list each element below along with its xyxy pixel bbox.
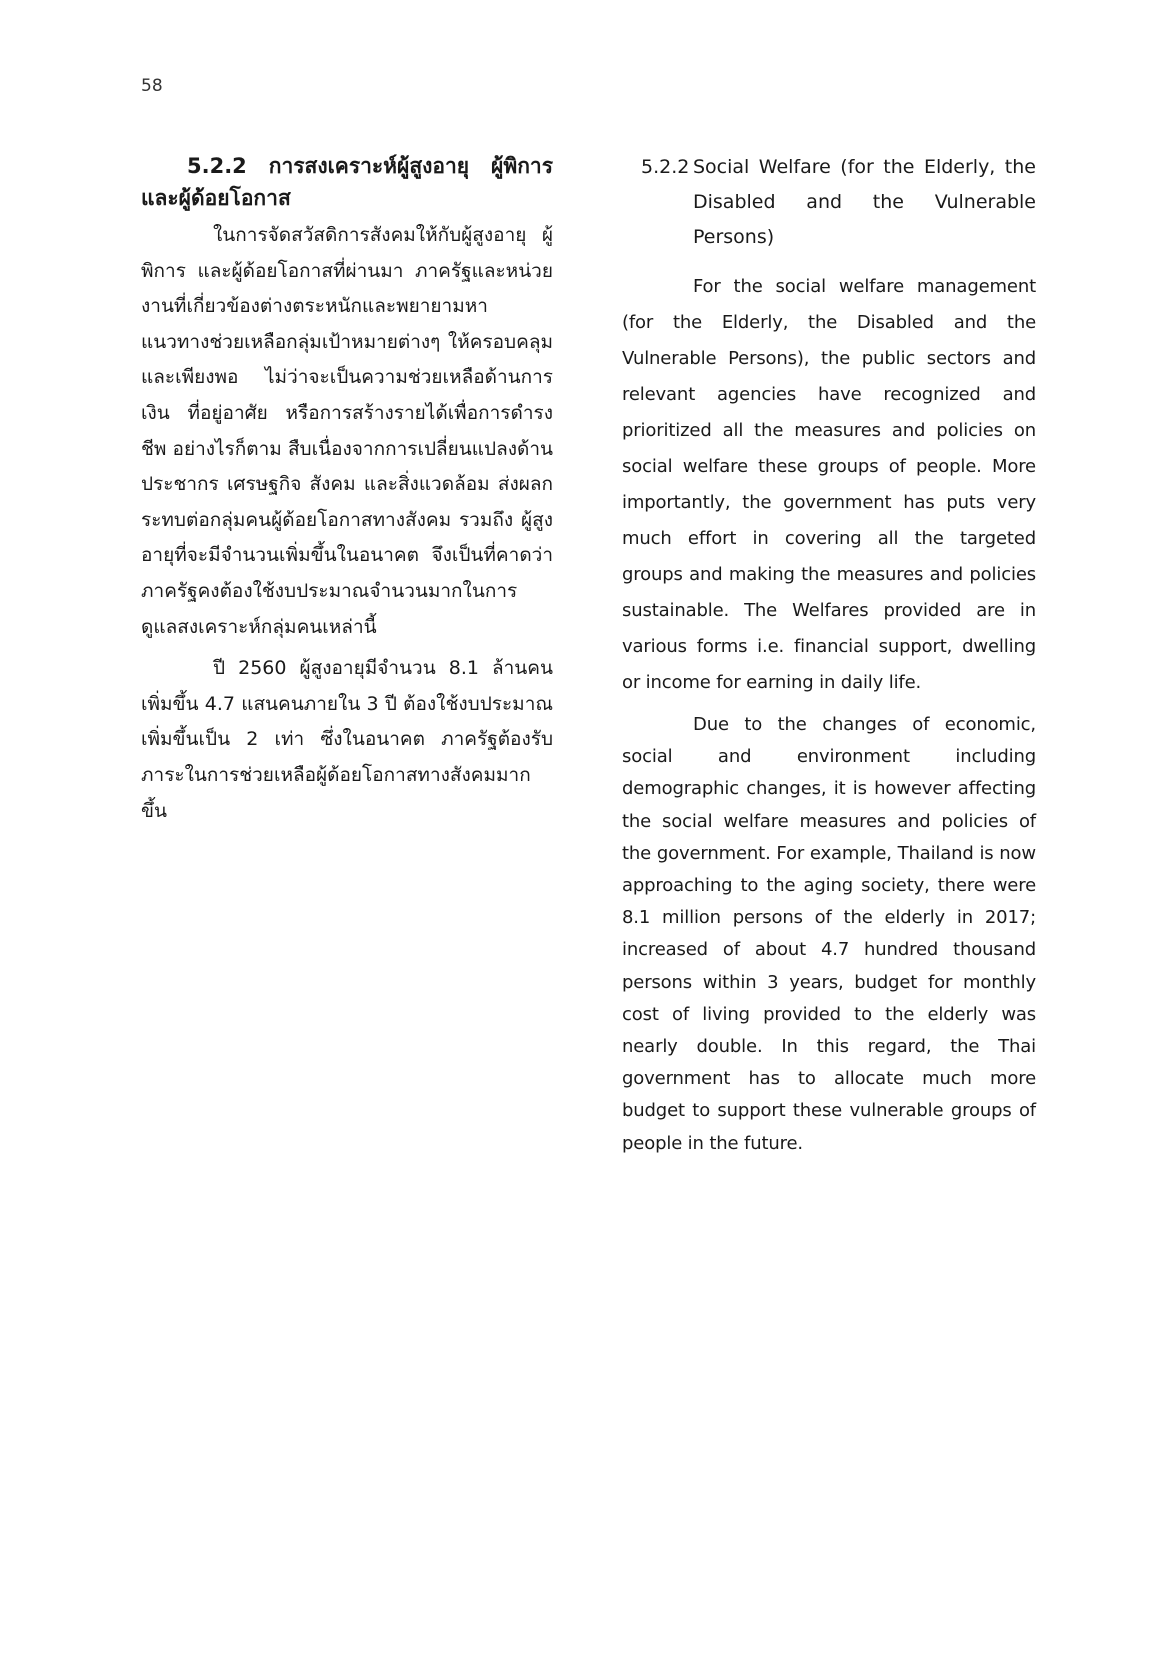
thai-section-heading: 5.2.2 การสงเคราะห์ผู้สูงอายุ ผู้พิการ และผู้ด้อยโอกาส <box>141 154 553 210</box>
english-paragraph-2: Due to the changes of economic, social and environment including demographic changes, it is however affecting the social welfare measures and policies of the government. For example, Thailand is now approaching to the aging society, there were 8.1 million persons of the elderly in 2017; increased of about 4.7 hundred thousand persons within 3 years, budget for monthly cost of living provided to the elderly was nearly double. In this regard, the Thai government has to allocate much more budget to support these vulnerable groups of people in the future. <box>622 714 1036 1154</box>
thai-paragraph-1: ในการจัดสวัสดิการสังคมให้กับผู้สูงอายุ ผู้พิการ และผู้ด้อยโอกาสที่ผ่านมา ภาครัฐและหน่วยงานที่เกี่ยวข้องต่างตระหนักและพยายามหาแนวทางช่วยเหลือกลุ่มเป้าหมายต่างๆ ให้ครอบคลุมและเพียงพอ ไม่ว่าจะเป็นความช่วยเหลือด้านการเงิน ที่อยู่อาศัย หรือการสร้างรายได้เพื่อการดำรงชีพ อย่างไรก็ตาม สืบเนื่องจากการเปลี่ยนแปลงด้านประชากร เศรษฐกิจ สังคม และสิ่งแวดล้อม ส่งผลกระทบต่อกลุ่มคนผู้ด้อยโอกาสทางสังคม รวมถึง ผู้สูงอายุที่จะมีจำนวนเพิ่มขึ้นในอนาคต จึงเป็นที่คาดว่า ภาครัฐคงต้องใช้งบประมาณจำนวนมากในการดูแลสงเคราะห์กลุ่มคนเหล่านี้ <box>141 224 553 638</box>
english-heading-text: Social Welfare (for the Elderly, the Disabled and the Vulnerable Persons) <box>693 156 1036 248</box>
page-number: 58 <box>141 76 163 96</box>
thai-paragraph-2: ปี 2560 ผู้สูงอายุมีจำนวน 8.1 ล้านคน เพิ่มขึ้น 4.7 แสนคนภายใน 3 ปี ต้องใช้งบประมาณเพิ่มขึ้นเป็น 2 เท่า ซึ่งในอนาคต ภาครัฐต้องรับภาระในการช่วยเหลือผู้ด้อยโอกาสทางสังคมมากขึ้น <box>141 657 553 822</box>
thai-column <box>141 150 553 835</box>
english-heading-number: 5.2.2 <box>641 156 690 178</box>
english-column <box>622 150 1036 1168</box>
english-section-heading <box>622 150 1036 255</box>
english-paragraph-1: For the social welfare management (for the Elderly, the Disabled and the Vulnerable Persons), the public sectors and relevant agencies have recognized and prioritized all the measures and policies on social welfare these groups of people. More importantly, the government has puts very much effort in covering all the targeted groups and making the measures and policies sustainable. The Welfares provided are in various forms i.e. financial support, dwelling or income for earning in daily life. <box>622 276 1036 693</box>
